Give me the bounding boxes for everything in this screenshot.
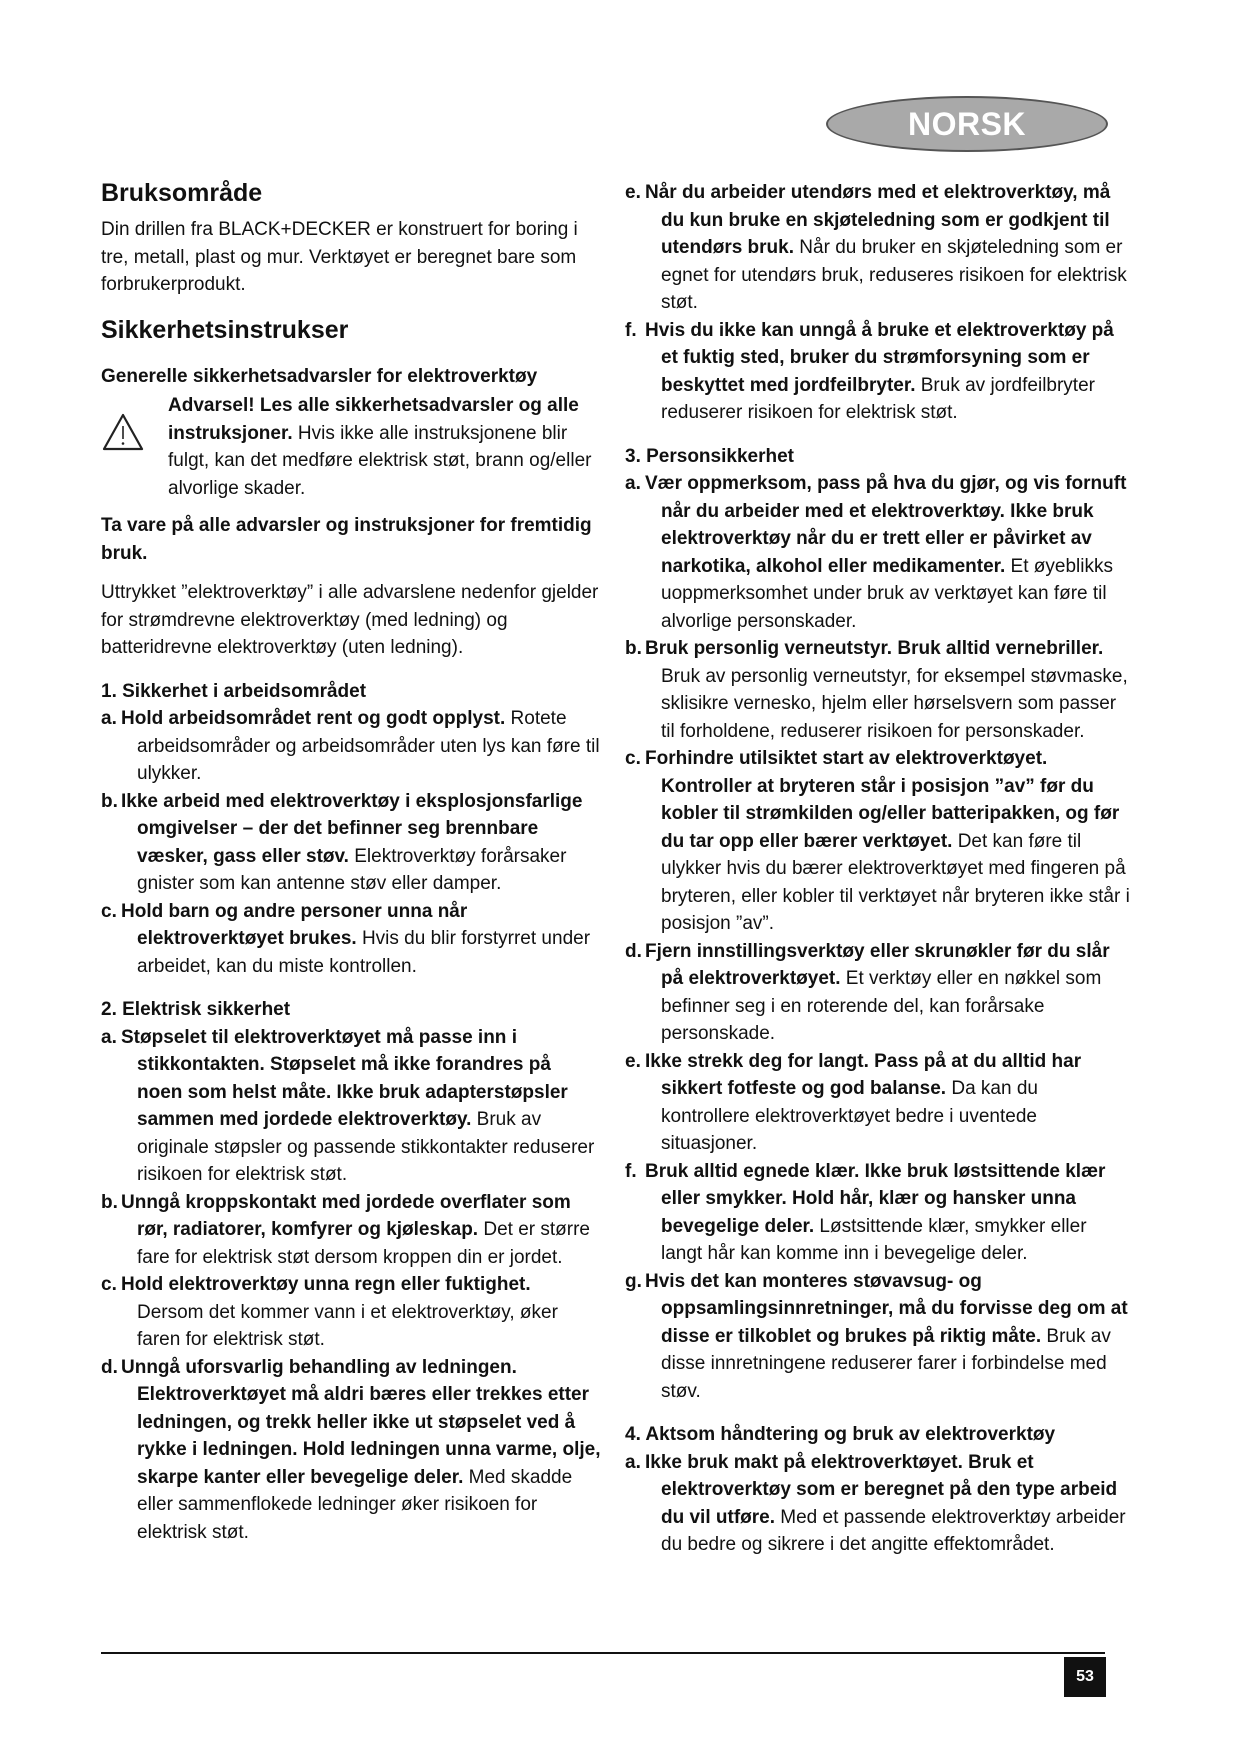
list-item: a. Støpselet til elektroverktøyet må passe inn i stikkontakten. Støpselet må ikke forandres på noen som helst måte. Ikke bruk adapterstøpsler sammen med jordede elektroverktøy. Bruk av originale støpsler og passende stikkontakter reduserer risikoen for elektrisk støt. [101,1026,595,1185]
list-item: b. Unngå kroppskontakt med jordede overflater som rør, radiatorer, komfyrer og kjøleskap. Det er større fare for elektrisk støt dersom kroppen din er jordet. [101,1191,590,1268]
s3-heading: 3. Personsikkerhet [625,445,794,467]
warning-block [101,392,601,502]
general-warnings-heading: Generelle sikkerhetsadvarsler for elektroverktøy [101,365,538,387]
s4-list [625,1449,1130,1559]
language-badge: NORSK [826,96,1108,152]
list-item: a. Ikke bruk makt på elektroverktøyet. Bruk et elektroverktøy som er beregnet på den type arbeid du vil utføre. Med et passende elektroverktøy arbeider du bedre og sikrere i det angitte effektområdet. [625,1451,1126,1555]
bruksomrade-text: Din drillen fra BLACK+DECKER er konstruert for boring i tre, metall, plast og mur. Verktøyet er beregnet bare som forbrukerprodukt. [101,219,578,295]
list-item: g. Hvis det kan monteres støvavsug- og oppsamlingsinnretninger, må du forvisse deg om at disse er tilkoblet og brukes på riktig måte. Bruk av disse innretningene reduserer farer i forbindelse med støv. [625,1270,1128,1402]
s3-list [625,470,1130,1405]
bruksomrade-heading: Bruksområde [101,179,263,207]
list-item: d. Unngå uforsvarlig behandling av ledningen. Elektroverktøyet må aldri bæres eller trekkes etter ledningen, og trekk heller ikke ut støpselet ved å rykke i ledningen. Hold ledningen unna varme, olje, skarpe kanter eller bevegelige deler. Med skadde eller sammenflokede ledninger øker risikoen for elektrisk støt. [101,1356,601,1543]
list-item: d. Fjern innstillingsverktøy eller skrunøkler før du slår på elektroverktøyet. Et verktøy eller en nøkkel som befinner seg i en roterende del, kan forårsake personskade. [625,940,1110,1044]
s1-list [101,705,601,980]
keep-instructions: Ta vare på alle advarsler og instruksjoner for fremtidig bruk. [101,515,592,564]
s2-list [101,1024,601,1547]
list-item: f. Bruk alltid egnede klær. Ikke bruk løstsittende klær eller smykker. Hold hår, klær og hansker unna bevegelige deler. Løstsittende klær, smykker eller langt hår kan komme inn i bevegelige deler. [625,1160,1106,1264]
s2-heading: 2. Elektrisk sikkerhet [101,999,291,1020]
safety-heading: Sikkerhetsinstrukser [101,315,349,344]
list-item: b. Ikke arbeid med elektroverktøy i eksplosjonsfarlige omgivelser – der det befinner seg brennbare væsker, gass eller støv. Elektroverktøy forårsaker gnister som kan antenne støv eller damper. [101,790,583,894]
list-item: e. Ikke strekk deg for langt. Pass på at du alltid har sikkert fotfeste og god balanse. Da kan du kontrollere elektroverktøyet bedre i uventede situasjoner. [625,1050,1082,1154]
page-number: 53 [1064,1657,1106,1697]
list-item: a. Vær oppmerksom, pass på hva du gjør, og vis fornuft når du arbeider med et elektroverktøy. Ikke bruk elektroverktøy når du er trett eller er påvirket av narkotika, alkohol eller medikamenter. Et øyeblikks uoppmerksomhet under bruk av verktøyet kan føre til alvorlige personskader. [625,473,1127,632]
warning-triangle-icon [101,412,145,452]
list-item: c. Hold elektroverktøy unna regn eller fuktighet. Dersom det kommer vann i et elektroverktøy, øker faren for elektrisk støt. [101,1274,558,1350]
footer-rule [101,1652,1105,1654]
right-column [625,179,1130,1559]
warning-bold: Advarsel! Les alle sikkerhetsadvarsler og alle instruksjoner. [168,395,579,444]
s4-heading: 4. Aktsom håndtering og bruk av elektroverktøy [625,1424,1056,1445]
list-item: f. Hvis du ikke kan unngå å bruke et elektroverktøy på et fuktig sted, bruker du strømforsyning som er beskyttet med jordfeilbryter. Bruk av jordfeilbryter reduserer risikoen for elektrisk støt. [625,319,1114,423]
warning-text: Hvis ikke alle instruksjonene blir fulgt, kan det medføre elektrisk støt, brann og/eller alvorlige skader. [168,422,592,499]
list-item: c. Hold barn og andre personer unna når elektroverktøyet brukes. Hvis du blir forstyrret under arbeidet, kan du miste kontrollen. [101,900,591,977]
list-item: c. Forhindre utilsiktet start av elektroverktøyet. Kontroller at bryteren står i posisjon ”av” før du kobler til strømkilden og/eller batteripakken, og før du tar opp eller bærer verktøyet. Det kan føre til ulykker hvis du bærer elektroverktøyet med fingeren på bryteren, eller kobler til verktøyet når bryteren ikke står i posisjon ”av”. [625,748,1130,934]
s1-heading: 1. Sikkerhet i arbeidsområdet [101,680,367,702]
term-definition: Uttrykket ”elektroverktøy” i alle advarslene nedenfor gjelder for strømdrevne elektroverktøy (med ledning) og batteridrevne elektroverktøy (uten ledning). [101,582,599,658]
list-item: a. Hold arbeidsområdet rent og godt opplyst. Rotete arbeidsområder og arbeidsområder uten lys kan føre til ulykker. [101,708,600,784]
s2-continued-list [625,179,1130,427]
left-column [101,176,601,1546]
list-item: e. Når du arbeider utendørs med et elektroverktøy, må du kun bruke en skjøteledning som er godkjent til utendørs bruk. Når du bruker en skjøteledning som er egnet for utendørs bruk, reduseres risikoen for elektrisk støt. [625,182,1127,313]
list-item: b. Bruk personlig verneutstyr. Bruk alltid vernebriller. Bruk av personlig verneutstyr, for eksempel støvmaske, sklisikre vernesko, hjelm eller hørselsvern som passer til forholdene, reduserer risikoen for personskader. [625,638,1128,742]
